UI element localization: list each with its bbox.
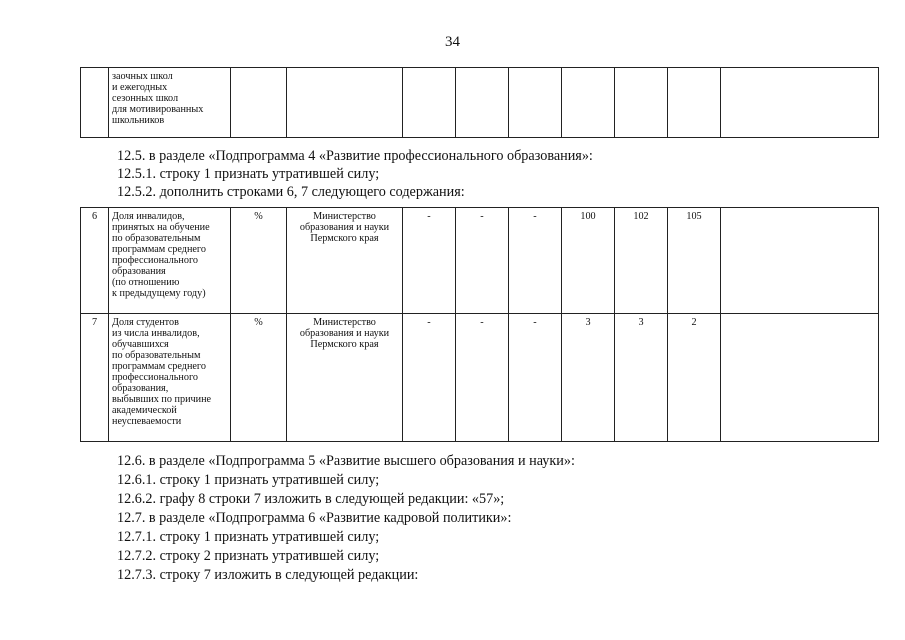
cell-num: 7	[81, 314, 109, 442]
cell-name: заочных школ и ежегодных сезонных школ для мотивированных школьников	[109, 68, 231, 138]
table-row	[81, 314, 879, 442]
cell-extra	[721, 314, 879, 442]
cell-value: 3	[615, 314, 668, 442]
paragraph: 12.5. в разделе «Подпрограмма 4 «Развитие профессионального образования»:	[117, 148, 593, 164]
cell-unit	[231, 68, 287, 138]
cell-org	[287, 68, 403, 138]
cell-unit: %	[231, 208, 287, 314]
cell-value	[403, 68, 456, 138]
cell-value	[562, 68, 615, 138]
paragraph: 12.6.2. графу 8 строки 7 изложить в следующей редакции: «57»;	[117, 491, 505, 507]
cell-value	[456, 68, 509, 138]
cell-value: -	[456, 208, 509, 314]
cell-value: -	[509, 208, 562, 314]
paragraph: 12.6.1. строку 1 признать утратившей силу;	[117, 472, 380, 488]
cell-name: Доля инвалидов, принятых на обучение по образовательным программам среднего профессионального образования (по отношению к предыдущему году)	[109, 208, 231, 314]
cell-value	[509, 68, 562, 138]
cell-org: Министерство образования и науки Пермского края	[287, 314, 403, 442]
cell-value: 3	[562, 314, 615, 442]
cell-extra	[721, 68, 879, 138]
cell-value	[615, 68, 668, 138]
cell-value: 102	[615, 208, 668, 314]
cell-name: Доля студентов из числа инвалидов, обучавшихся по образовательным программам среднего профессионального образования, выбывших по причине академической неуспеваемости	[109, 314, 231, 442]
continuation-table	[80, 67, 879, 138]
paragraph: 12.7.2. строку 2 признать утратившей силу;	[117, 548, 380, 564]
table-row	[81, 68, 879, 138]
paragraph: 12.5.2. дополнить строками 6, 7 следующего содержания:	[117, 184, 465, 200]
cell-value: -	[403, 314, 456, 442]
cell-value: 105	[668, 208, 721, 314]
cell-unit: %	[231, 314, 287, 442]
cell-value: 2	[668, 314, 721, 442]
paragraph: 12.7.1. строку 1 признать утратившей силу;	[117, 529, 380, 545]
paragraph: 12.7.3. строку 7 изложить в следующей редакции:	[117, 567, 419, 583]
table-row	[81, 208, 879, 314]
cell-value: -	[456, 314, 509, 442]
cell-value: -	[509, 314, 562, 442]
cell-value: 100	[562, 208, 615, 314]
paragraph: 12.5.1. строку 1 признать утратившей силу;	[117, 166, 380, 182]
paragraph: 12.6. в разделе «Подпрограмма 5 «Развитие высшего образования и науки»:	[117, 453, 575, 469]
cell-extra	[721, 208, 879, 314]
cell-value: -	[403, 208, 456, 314]
cell-num: 6	[81, 208, 109, 314]
paragraph: 12.7. в разделе «Подпрограмма 6 «Развитие кадровой политики»:	[117, 510, 512, 526]
cell-org: Министерство образования и науки Пермского края	[287, 208, 403, 314]
indicators-table	[80, 207, 879, 442]
cell-value	[668, 68, 721, 138]
cell-num	[81, 68, 109, 138]
page-number: 34	[445, 34, 460, 50]
